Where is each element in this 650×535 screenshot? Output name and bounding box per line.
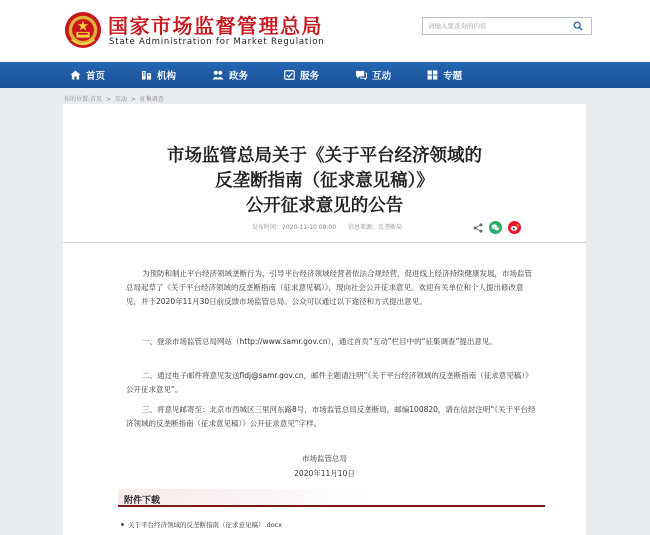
nav-item-label: 机构 [157, 71, 177, 82]
share-icon[interactable] [473, 223, 483, 233]
publish-time: 发布时间：2020-11-10 08:00 [252, 224, 337, 231]
article-paragraph: 二、通过电子邮件将意见发送fldj@samr.gov.cn，邮件主题请注明“《关于平台经济领域的反垄断指南（征求意见稿）》公开征求意见”。 [126, 371, 533, 394]
attachment-link[interactable] [121, 520, 282, 529]
home-icon [70, 70, 81, 80]
search-button[interactable] [565, 17, 591, 35]
bullet-icon [121, 523, 124, 526]
share-bar [473, 221, 521, 234]
breadcrumb-separator: > [130, 96, 136, 103]
title-divider [63, 242, 586, 243]
building-icon [141, 70, 152, 80]
search-input[interactable] [423, 18, 565, 34]
article-title [63, 144, 586, 219]
attachment-filename[interactable]: 关于平台经济领域的反垄断指南（征求意见稿）.docx [128, 521, 283, 529]
nav-item-home[interactable] [70, 62, 105, 88]
nav-item-government-affairs[interactable] [212, 62, 248, 88]
nav-item-label: 服务 [300, 71, 320, 82]
article-meta [252, 222, 402, 231]
signature-org: 市场监管总局 [302, 454, 347, 463]
info-source: 信息来源：反垄断局 [348, 224, 403, 231]
service-icon [284, 70, 295, 80]
article-title-line: 公开征求意见的公告 [245, 196, 404, 216]
article-paragraph: 一、登录市场监管总局网站（http://www.samr.gov.cn），通过首页“互动”栏目中的“征集调查”提出意见。 [142, 337, 497, 346]
site-title[interactable]: 国家市场监督管理总局 [108, 14, 323, 38]
nav-item-label: 首页 [86, 71, 106, 82]
national-emblem-icon [64, 11, 102, 49]
attachments-heading [118, 489, 545, 507]
search-icon [573, 21, 583, 31]
nav-item-organization[interactable] [141, 62, 176, 88]
breadcrumb [64, 94, 166, 103]
article-title-line: 市场监管总局关于《关于平台经济领域的 [167, 146, 482, 166]
chat-icon [355, 70, 367, 80]
search-box [422, 17, 592, 35]
main-nav [0, 62, 650, 88]
article-card [63, 104, 586, 535]
article-paragraph: 为预防和制止平台经济领域垄断行为，引导平台经济领域经营者依法合规经营，促进线上经济持续健康发展，市场监管总局起草了《关于平台经济领域的反垄断指南（征求意见稿）》，现向社会公开征求意见。欢迎有关单位和个人提出修改意见，并于2020年11月30日前反馈市场监管总局。公众可以通过以下途径和方式提出意见。 [126, 269, 532, 306]
wechat-icon[interactable] [489, 221, 502, 234]
weibo-icon[interactable] [508, 221, 521, 234]
signature-date: 2020年11月10日 [294, 469, 355, 478]
article-title-line: 反垄断指南（征求意见稿）》 [215, 171, 434, 191]
breadcrumb-separator: > [105, 96, 111, 103]
article-paragraph: 三、将意见邮寄至：北京市西城区三里河东路8号，市场监管总局反垄断局，邮编100820，请在信封注明“《关于平台经济领域的反垄断指南（征求意见稿）》公开征求意见”字样。 [126, 405, 536, 428]
people-icon [212, 70, 224, 80]
breadcrumb-current[interactable]: 征集调查 [139, 96, 164, 103]
attachments-heading-label: 附件下载 [124, 496, 161, 506]
site-subtitle: State Administration for Market Regulation [109, 37, 325, 47]
nav-item-label: 政务 [229, 71, 249, 82]
nav-item-label: 互动 [372, 71, 392, 82]
site-header [0, 0, 650, 62]
nav-item-topics[interactable] [427, 62, 462, 88]
nav-item-services[interactable] [284, 62, 319, 88]
breadcrumb-home[interactable]: 你的位置:首页 [64, 96, 103, 103]
nav-item-label: 专题 [443, 71, 463, 82]
grid-icon [427, 70, 438, 80]
nav-item-interaction[interactable] [355, 62, 391, 88]
breadcrumb-interaction[interactable]: 互动 [114, 96, 127, 103]
